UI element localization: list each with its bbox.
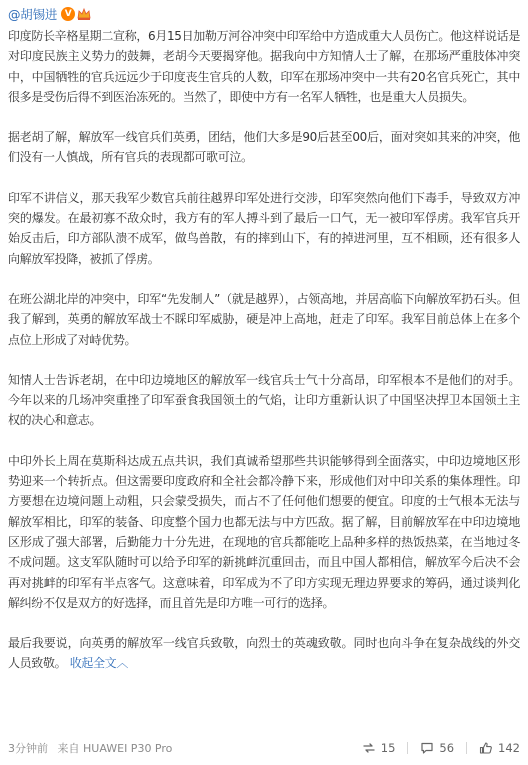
comment-button[interactable] xyxy=(420,741,454,755)
comment-count: 56 xyxy=(439,741,455,755)
repost-count: 15 xyxy=(380,741,396,755)
post-paragraph: 知情人士告诉老胡，在中印边境地区的解放军一线官兵士气十分高昂，印军根本不是他们的对手。今年以来的几场冲突重挫了印军蚕食我国领土的气焰，让印方重新认识了中国坚决捍卫本国领土主权的决心和意志。 xyxy=(8,372,520,428)
post-paragraph-text: 最后我要说，向英勇的解放军一线官兵致敬，向烈士的英魂致敬。同时也向斗争在复杂战线的外交人员致敬。 xyxy=(8,636,520,671)
repost-button[interactable] xyxy=(362,741,396,755)
post-source[interactable]: 来自 HUAWEI P30 Pro xyxy=(57,742,173,755)
post-header xyxy=(8,4,520,24)
post-body xyxy=(8,26,520,674)
chevron-up-icon: ︿ xyxy=(116,656,128,671)
vip-badge-icon[interactable]: V xyxy=(61,7,75,21)
crown-icon[interactable] xyxy=(77,7,91,21)
collapse-label: 收起全文 xyxy=(69,656,117,671)
post-paragraph: 印军不讲信义，那天我军少数官兵前往越界印军处进行交涉，印军突然向他们下毒手，导致双方冲突的爆发。在最初寡不敌众时，我方有的军人搏斗到了最后一口气，无一被印军俘虏。我军官兵开始反击后，印方部队溃不成军，做鸟兽散，有的摔到山下，有的掉进河里，互不相顾，还有很多人向解放军投降，被抓了俘虏。 xyxy=(8,190,520,266)
post-meta xyxy=(8,740,362,756)
author-name[interactable]: @胡锡进 xyxy=(8,7,58,22)
comment-icon xyxy=(420,741,434,755)
collapse-full-text-link[interactable] xyxy=(70,656,128,670)
like-icon xyxy=(479,741,493,755)
post-time: 3分钟前 xyxy=(8,742,48,755)
post-paragraph: 据老胡了解，解放军一线官兵们英勇，团结，他们大多是90后甚至00后，面对突如其来的冲突，他们没有一人慎战，所有官兵的表现都可歌可泣。 xyxy=(8,130,520,165)
repost-icon xyxy=(362,741,376,755)
post-actions xyxy=(362,741,520,755)
post-paragraph-last xyxy=(8,633,520,674)
post-paragraph: 在班公湖北岸的冲突中，印军“先发制人”（就是越界），占领高地，并居高临下向解放军扔石头。但我了解到，英勇的解放军战士不睬印军威胁，硬是冲上高地，赶走了印军。我军目前总体上在多个点位上形成了对峙优势。 xyxy=(8,291,520,347)
post-footer xyxy=(8,738,520,758)
post-paragraph: 印度防长辛格星期二宣称，6月15日加勒万河谷冲突中印军给中方造成重大人员伤亡。他这样说话是对印度民族主义势力的鼓舞，老胡今天要揭穿他。据我向中方知情人士了解，在那场严重肢体冲突中，中国牺牲的官兵远远少于印度丧生官兵的人数，印军在那场冲突中一共有20名官兵死亡，其中很多是受伤后得不到医治冻死的。当然了，即使中方有一名军人牺牲，也是重大人员损失。 xyxy=(8,29,520,104)
post-paragraph: 中印外长上周在莫斯科达成五点共识，我们真诚希望那些共识能够得到全面落实，中印边境地区形势迎来一个转折点。但这需要印度政府和全社会都冷静下来，形成他们对中印关系的集体理性。印方要想在边境问题上动粗，只会蒙受损失，而占不了任何他们想要的便宜。印度的士气根本无法与解放军相比，印军的装备、印度整个国力也都无法与中方匹敌。据了解，目前解放军在中印边境地区形成了强大部署，后勤能力十分先进，在现地的官兵都能吃上品种多样的热饭热菜，在当地过冬不成问题。这支军队随时可以给予印军的新挑衅沉重回击，而且中国人都相信，解放军今后决不会再对挑衅的印军有半点客气。这意味着，印军成为不了印方实现无理边界要求的筹码，通过谈判化解纠纷不仅是双方的好选择，而且首先是印方唯一可行的选择。 xyxy=(8,453,520,610)
like-button[interactable] xyxy=(479,741,520,755)
like-count: 142 xyxy=(498,741,520,755)
